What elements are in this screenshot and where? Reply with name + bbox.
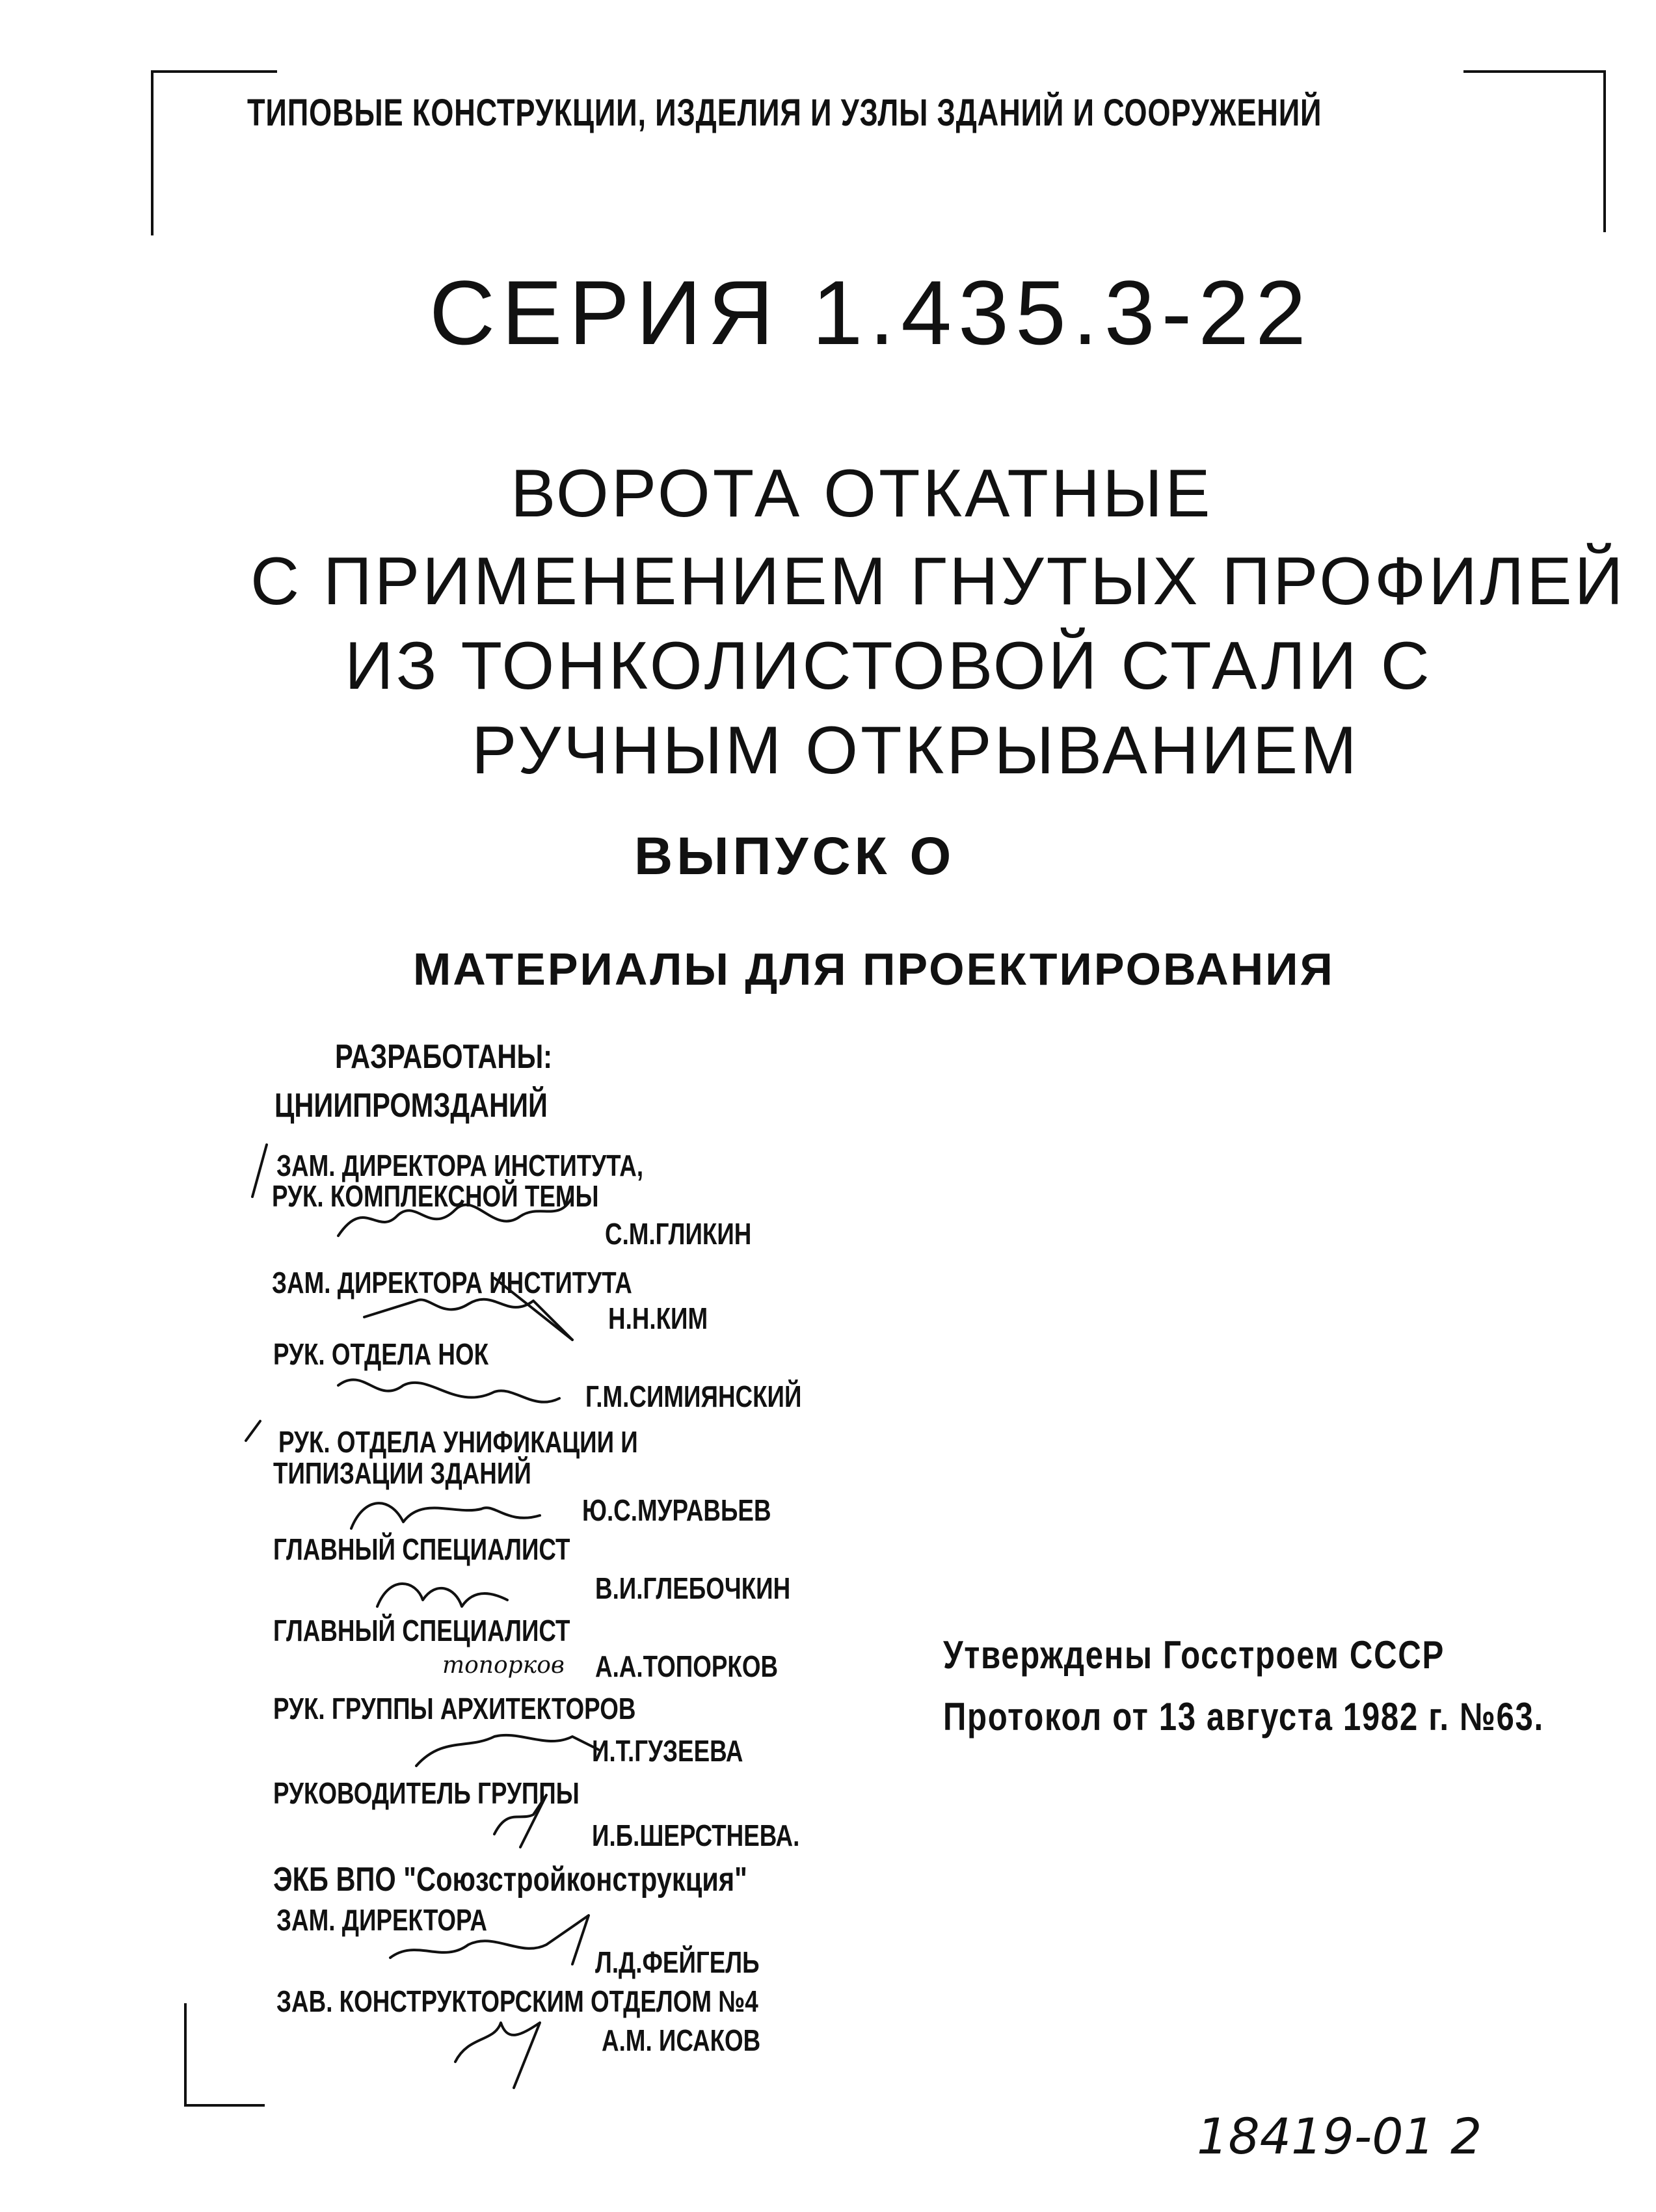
staff2-role: ЗАВ. КОНСТРУКТОРСКИМ ОТДЕЛОМ №4 <box>276 1984 758 2018</box>
title-line-3: ИЗ ТОНКОЛИСТОВОЙ СТАЛИ С <box>345 628 1432 704</box>
staff-name: В.И.ГЛЕБОЧКИН <box>595 1571 791 1605</box>
title-line-4: РУЧНЫМ ОТКРЫВАНИЕМ <box>472 713 1359 788</box>
staff-name: Н.Н.КИМ <box>608 1301 708 1335</box>
organization-2: ЭКБ ВПО "Союзстройконструкция" <box>273 1861 747 1899</box>
series-number: СЕРИЯ 1.435.3-22 <box>429 261 1313 364</box>
staff-role: ГЛАВНЫЙ СПЕЦИАЛИСТ <box>273 1614 570 1647</box>
materials-heading: МАТЕРИАЛЫ ДЛЯ ПРОЕКТИРОВАНИЯ <box>413 944 1335 994</box>
staff-name: И.Б.ШЕРСТНЕВА. <box>592 1819 800 1852</box>
signature <box>390 1915 589 1964</box>
document-code: 18419-01 2 <box>1197 2107 1482 2165</box>
staff-role: РУК. ОТДЕЛА НОК <box>273 1337 489 1371</box>
signature <box>338 1197 572 1236</box>
staff-name: С.М.ГЛИКИН <box>605 1217 752 1251</box>
staff-name: Г.М.СИМИЯНСКИЙ <box>585 1379 802 1413</box>
title-line-2: С ПРИМЕНЕНИЕМ ГНУТЫХ ПРОФИЛЕЙ <box>250 544 1626 619</box>
staff2-name: А.М. ИСАКОВ <box>602 2023 761 2057</box>
header-line: ТИПОВЫЕ КОНСТРУКЦИИ, ИЗДЕЛИЯ И УЗЛЫ ЗДАНИЙ И СООРУЖЕНИЙ <box>247 92 1322 134</box>
staff-name: И.Т.ГУЗЕЕВА <box>592 1734 743 1768</box>
margin-mark <box>252 1145 267 1197</box>
staff-signature-text: топорков <box>442 1652 565 1679</box>
signature <box>494 1278 572 1340</box>
signature <box>494 1795 546 1847</box>
staff-role: ЗАМ. ДИРЕКТОРА ИНСТИТУТА <box>272 1266 632 1299</box>
staff-role: ЗАМ. ДИРЕКТОРА ИНСТИТУТА, <box>276 1149 644 1182</box>
approval-statement: Утверждены Госстроем СССР <box>943 1633 1445 1677</box>
staff-role: РУКОВОДИТЕЛЬ ГРУППЫ <box>273 1776 580 1810</box>
organization-1: ЦНИИПРОМЗДАНИЙ <box>274 1087 548 1125</box>
signature <box>377 1584 507 1606</box>
margin-mark <box>246 1421 260 1441</box>
staff-role: РУК. ГРУППЫ АРХИТЕКТОРОВ <box>273 1692 636 1726</box>
staff-role-2: РУК. КОМПЛЕКСНОЙ ТЕМЫ <box>272 1179 599 1213</box>
signature <box>351 1503 540 1528</box>
issue-number: ВЫПУСК О <box>634 827 955 886</box>
protocol-statement: Протокол от 13 августа 1982 г. №63. <box>943 1695 1544 1739</box>
developed-by-label: РАЗРАБОТАНЫ: <box>335 1038 553 1076</box>
staff-name: Ю.С.МУРАВЬЕВ <box>582 1493 771 1527</box>
title-line-1: ВОРОТА ОТКАТНЫЕ <box>511 456 1213 531</box>
signature <box>416 1735 598 1766</box>
signature <box>364 1299 572 1340</box>
staff-role-2: ТИПИЗАЦИИ ЗДАНИЙ <box>273 1456 531 1490</box>
staff-role: РУК. ОТДЕЛА УНИФИКАЦИИ И <box>278 1425 638 1459</box>
staff-role: ГЛАВНЫЙ СПЕЦИАЛИСТ <box>273 1532 570 1566</box>
staff2-role: ЗАМ. ДИРЕКТОРА <box>276 1903 487 1937</box>
staff-name: А.А.ТОПОРКОВ <box>595 1649 779 1683</box>
staff2-name: Л.Д.ФЕЙГЕЛЬ <box>595 1945 760 1979</box>
signature <box>455 2023 540 2088</box>
signature <box>338 1379 559 1402</box>
